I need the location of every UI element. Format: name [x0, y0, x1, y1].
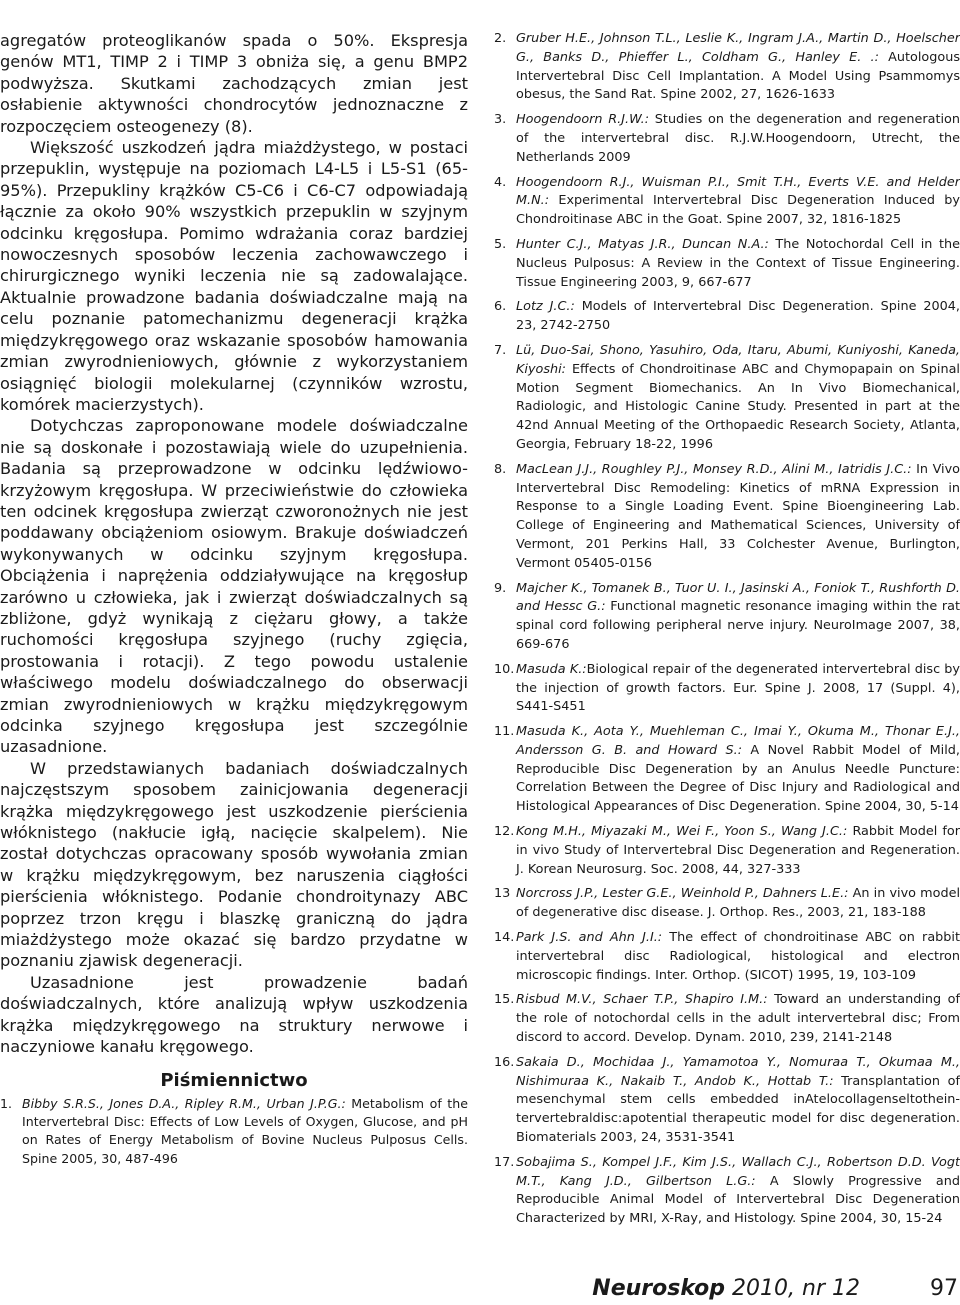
- reference-number: 13: [494, 886, 511, 902]
- reference-authors: Risbud M.V., Schaer T.P., Shapiro I.M.:: [516, 992, 768, 1008]
- page-number: 97: [930, 1276, 958, 1301]
- reference-text: Biological repair of the degenerated intervertebral disc by the injection of growth factors. Eur. Spine J. 2008, 17 (Suppl. 4), S441-S451: [516, 661, 960, 715]
- reference-text: Transplantation of mesenchymal stem cells embedded inAtelocollagenseltothein-tervertebraldisc:apotential therapeutic model for disc degeneration. Biomaterials 2003, 24, 3531-3541: [516, 1073, 960, 1146]
- reference-number: 16.: [494, 1054, 515, 1070]
- reference-authors: Sakaia D., Mochidaa J., Yamamotoa Y., Nomuraa T., Okumaa M., Nishimuraa K., Nakaib T., Andob K., Hottab T.:: [516, 1054, 960, 1089]
- reference-number: 2.: [494, 31, 507, 46]
- reference-item: [494, 1154, 960, 1229]
- reference-item: [494, 30, 960, 105]
- reference-number: 4.: [494, 174, 507, 190]
- reference-text: Autologous Intervertebral Disc Cell Implantation. A Model Using Psammomys obesus, the Sand Rat. Spine 2002, 27, 1626-1633: [516, 49, 960, 103]
- reference-number: 8.: [494, 461, 507, 477]
- reference-item: [494, 174, 960, 230]
- reference-text: Toward an understanding of the role of notochordal cells in the adult intervertebral disc; From discord to accord. Develop. Dynam. 2010, 239, 2141-2148: [516, 992, 960, 1046]
- reference-authors: Lotz J.C.:: [516, 299, 575, 315]
- body-paragraph: Większość uszkodzeń jądra miażdżystego, w postaci przepuklin, występuje na poziomach L4-L5 i L5-S1 (65-95%). Przepukliny krążków C5-C6 i C6-C7 odpowiadają łącznie za około 90% wszystkich przepuklin w szyjnym odcinku kręgosłupa. Pomimo wdrażania coraz bardziej nowoczesnych sposobów leczenia zachowawczego i chirurgicznego wyniki leczenia nie są zadowalające. Aktualnie prowadzone badania doświadczalne mają na celu poznanie patomechanizmu degeneracji krążka międzykręgowego oraz wskazanie sposobów hamowania zmian zwyrodnieniowych, głównie z wykorzystaniem osiągnięć biologii molekularnej (czynników wzrostu, komórek macierzystych).: [0, 138, 468, 414]
- reference-number: 17.: [494, 1154, 515, 1170]
- reference-number: 14.: [494, 930, 515, 946]
- reference-authors: MacLean J.J., Roughley P.J., Monsey R.D., Alini M., Iatridis J.C.:: [516, 461, 912, 477]
- reference-text: In Vivo Intervertebral Disc Remodeling: Kinetics of mRNA Expression in Response to a Single Loading Event. Spine Bioengineering Lab. College of Engineering and Mathematical Sciences, University of Vermont, 201 Perkins Hall, 33 Colchester Avenue, Burlington, Vermont 05405-0156: [516, 461, 960, 571]
- reference-item: [494, 342, 960, 455]
- reference-number: 7.: [494, 342, 507, 358]
- reference-number: 12.: [494, 824, 515, 840]
- reference-number: 15.: [494, 992, 515, 1008]
- references-heading: Piśmiennictwo: [160, 1069, 308, 1091]
- reference-authors: Gruber H.E., Johnson T.L., Leslie K., Ingram J.A., Martin D., Hoelscher G., Banks D., Phieffer L., Coldham G., Hanley E. .:: [516, 31, 960, 65]
- reference-authors: Sobajima S., Kompel J.F., Kim J.S., Wallach C.J., Robertson D.D. Vogt M.T., Kang J.D., Gilbertson L.G.:: [516, 1154, 960, 1189]
- reference-item: [494, 236, 960, 292]
- reference-number: 3.: [494, 112, 507, 128]
- reference-text: Studies on the degeneration and regeneration of the intervertebral disc. R.J.W.Hoogendoorn, Utrecht, the Netherlands 2009: [516, 112, 960, 165]
- reference-text: Rabbit Model for in vivo Study of Intervertebral Disc Degeneration and Regeneration. J. Korean Neurosurg. Soc. 2008, 44, 327-333: [516, 824, 960, 877]
- reference-text: The Notochordal Cell in the Nucleus Pulposus: A Review in the Context of Tissue Engineering. Tissue Engineering 2003, 9, 667-677: [516, 236, 960, 290]
- reference-text: An in vivo model of degenerative disc disease. J. Orthop. Res., 2003, 21, 183-188: [516, 886, 960, 921]
- reference-authors: Kong M.H., Miyazaki M., Wei F., Yoon S., Wang J.C.:: [516, 824, 848, 840]
- reference-item: [494, 929, 960, 985]
- reference-authors: Masuda K.:: [516, 661, 587, 677]
- reference-number: 1.: [0, 1095, 13, 1111]
- reference-number: 6.: [494, 299, 507, 315]
- reference-text: Experimental Intervertebral Disc Degeneration Induced by Chondroitinase ABC in the Goat. Spine 2007, 32, 1816-1825: [516, 193, 960, 228]
- left-column: [0, 30, 468, 1174]
- reference-authors: Hoogendoorn R.J.W.:: [516, 112, 650, 128]
- reference-item: [494, 111, 960, 167]
- reference-text: Effects of Chondroitinase ABC and Chymopapain on Spinal Motion Segment Biomechanics. An In Vivo Biomechanical, Radiologic, and Histologic Canine Study. Presented in part at the 42nd Annual Meeting of the Orthopaedic Research Society, Atlanta, Georgia, February 18-22, 1996: [516, 361, 960, 452]
- reference-item: [494, 885, 960, 923]
- journal-issue: 2010, nr 12: [725, 1276, 860, 1301]
- right-column: [494, 30, 960, 1235]
- reference-item: [0, 1095, 468, 1169]
- reference-item: [494, 1054, 960, 1148]
- reference-number: 5.: [494, 236, 507, 252]
- reference-item: [494, 991, 960, 1047]
- page-footer: [0, 1276, 960, 1304]
- reference-authors: Hunter C.J., Matyas J.R., Duncan N.A.:: [516, 236, 769, 252]
- reference-text: Functional magnetic resonance imaging within the rat spinal cord following peripheral nerve injury. NeuroImage 2007, 38, 669-676: [516, 599, 960, 652]
- reference-text: A Slowly Progressive and Reproducible Animal Model of Intervertebral Disc Degeneration Characterized by MRI, X-Ray, and Histology. Spine 2004, 30, 15-24: [516, 1173, 960, 1227]
- reference-text: Metabolism of the Intervertebral Disc: Effects of Low Levels of Oxygen, Glucose, and pH on Rates of Energy Metabolism of Bovine Nucleus Pulposus Cells. Spine 2005, 30, 487-496: [22, 1095, 468, 1166]
- reference-item: [494, 298, 960, 336]
- reference-authors: Hoogendoorn R.J., Wuisman P.I., Smit T.H., Everts V.E. and Helder M.N.:: [516, 174, 960, 209]
- body-paragraph: agregatów proteoglikanów spada o 50%. Ekspresja genów MT1, TIMP 2 i TIMP 3 obniża się, a genu BMP2 podwyższa. Skutkami zachodzących zmian jest osłabienie aktywności chondrocytów jednoznaczne z rozpoczęciem osteogenezy (8).: [0, 31, 468, 136]
- journal-title: [592, 1276, 860, 1301]
- reference-text: A Novel Rabbit Model of Mild, Reproducible Disc Degeneration by an Anulus Needle Puncture: Correlation Between the Degree of Disc Injury and Radiological and Histological Appearances of Disc Degeneration. Spine 2004, 30, 5-14: [516, 742, 960, 815]
- reference-item: [494, 580, 960, 655]
- body-paragraph: Dotychczas zaproponowane modele doświadczalne nie są doskonałe i pozostawiają wiele do uzupełnienia. Badania są przeprowadzone w odcinku lędźwiowo-krzyżowym kręgosłupa. W przeciwieństwie do człowieka ten odcinek kręgosłupa zwierząt czworonożnych nie jest poddawany obciążeniom osiowym. Brakuje doświadczeń wykonywanych w odcinku szyjnym kręgosłupa. Obciążenia i naprężenia oddziaływujące na kręgosłup zarówno u człowieka, jak i zwierząt doświadczalnych są zbliżone, gdyż wynikają z ciężaru głowy, a także ruchomości kręgosłupa szyjnego (ruchy zgięcia, prostowania i rotacji). Z tego powodu ustalenie właściwego modelu doświadczalnego do obserwacji zmian zwyrodnieniowych w krążku międzykręgowym odcinka szyjnego kręgosłupa jest szczególnie uzasadnione.: [0, 416, 468, 757]
- reference-authors: Lü, Duo-Sai, Shono, Yasuhiro, Oda, Itaru, Abumi, Kuniyoshi, Kaneda, Kiyoshi:: [516, 342, 960, 377]
- reference-authors: Masuda K., Aota Y., Muehleman C., Imai Y., Okuma M., Thonar E.J., Andersson G. B. and Howard S.:: [516, 724, 960, 758]
- reference-authors: Park J.S. and Ahn J.I.:: [516, 930, 663, 946]
- reference-number: 10.: [494, 661, 515, 677]
- reference-authors: Norcross J.P., Lester G.E., Weinhold P., Dahners L.E.:: [516, 886, 849, 902]
- reference-number: 11.: [494, 724, 515, 740]
- journal-name: Neuroskop: [592, 1276, 726, 1301]
- reference-number: 9.: [494, 580, 507, 596]
- reference-item: [494, 823, 960, 879]
- reference-authors: Bibby S.R.S., Jones D.A., Ripley R.M., Urban J.P.G.:: [22, 1095, 346, 1111]
- reference-item: [494, 661, 960, 717]
- reference-text: Models of Intervertebral Disc Degeneration. Spine 2004, 23, 2742-2750: [516, 299, 960, 334]
- reference-text: The effect of chondroitinase ABC on rabbit intervertebral disc Radiological, histological and electron microscopic findings. Inter. Orthop. (SICOT) 1995, 19, 103-109: [516, 930, 960, 983]
- reference-item: [494, 461, 960, 574]
- reference-item: [494, 723, 960, 817]
- body-paragraph: Uzasadnione jest prowadzenie badań doświadczalnych, które analizują wpływ uszkodzenia krążka międzykręgowego na struktury nerwowe i naczyniowe kanału kręgowego.: [0, 972, 468, 1057]
- body-paragraph: W przedstawianych badaniach doświadczalnych najczęstszym sposobem zainicjowania degeneracji krążka międzykręgowego jest uszkodzenie pierścienia włóknistego (nakłucie igłą, nacięcie skalpelem). Nie został dotychczas opracowany sposób wywołania zmian w krążku międzykręgowym, bez naruszenia ciągłości pierścienia włóknistego. Podanie chondroitynazy ABC poprzez trzon kręgu i blaszkę graniczną do jądra miażdżystego może okazać się bardzo przydatne w poznaniu zjawisk degeneracji.: [0, 758, 468, 971]
- reference-authors: Majcher K., Tomanek B., Tuor U. I., Jasinski A., Foniok T., Rushforth D. and Hessc G.:: [516, 580, 960, 615]
